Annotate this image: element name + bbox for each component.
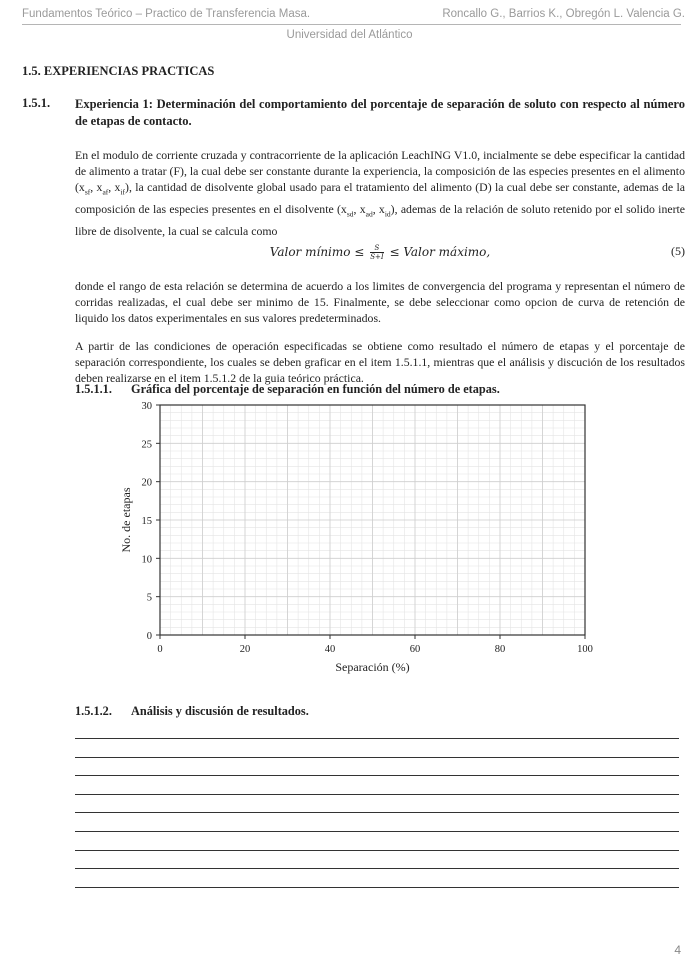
chart-y-tick-label: 20 (141, 477, 152, 489)
section-heading: 1.5. EXPERIENCIAS PRACTICAS (22, 64, 215, 78)
paragraph-range: donde el rango de esta relación se determina de acuerdo a los limites de convergencia del programa y representan el número de corridas realizadas, el cual debe ser minimo de 15. Finalmente, se debe seleccionar como opcion de curva de retención de liquido los datos experimentales en sus valores predeterminados. (75, 279, 685, 326)
answer-line[interactable] (75, 775, 679, 776)
answer-line[interactable] (75, 887, 679, 888)
subsection-graph-heading: 1.5.1.1. Gráfica del porcentaje de separación en función del número de etapas. (75, 382, 500, 396)
equation-5 (75, 244, 685, 264)
chart-x-tick-label: 0 (157, 644, 163, 655)
header-left-title: Fundamentos Teórico – Practico de Transferencia Masa. (22, 8, 311, 20)
chart-x-tick-label: 100 (577, 644, 593, 655)
header-university: Universidad del Atlántico (286, 29, 413, 41)
equation-body: Valor mínimo ≤ $\frac{S}{S+I}$ ≤ Valor máximo, (269, 244, 491, 261)
answer-line[interactable] (75, 757, 679, 758)
answer-lines (75, 738, 679, 905)
chart-y-ticks (142, 401, 161, 642)
chart-y-tick-label: 25 (141, 439, 152, 451)
answer-line[interactable] (75, 850, 679, 851)
equation-number: (5) (671, 244, 685, 258)
answer-line[interactable] (75, 738, 679, 739)
chart-x-ticks (157, 635, 593, 655)
chart-x-tick-label: 40 (324, 644, 336, 655)
answer-line[interactable] (75, 812, 679, 813)
chart-y-tick-label: 30 (141, 401, 152, 412)
chart-y-tick-label: 0 (146, 631, 152, 642)
subsection-analysis-heading: 1.5.1.2. Análisis y discusión de resultados. (75, 704, 309, 718)
chart-y-axis-label: No. de etapas (119, 487, 133, 553)
subsection-number: 1.5.1. (22, 96, 51, 110)
chart-y-tick-label: 5 (146, 592, 152, 604)
chart-x-tick-label: 80 (494, 644, 506, 655)
paragraph-results: A partir de las condiciones de operación especificadas se obtiene como resultado el número de etapas y el porcentaje de separación correspondiente, los cuales se deben graficar en el item 1.5.1.1, mientras que el análisis y discución de los resultados deben realizarse en el item 1.5.1.2 de la guia teórico práctica. (75, 339, 685, 386)
answer-line[interactable] (75, 831, 679, 832)
header-authors: Roncallo G., Barrios K., Obregón L. Valencia G. (442, 8, 685, 20)
chart-x-tick-label: 60 (409, 644, 421, 655)
subsection-title: Experiencia 1: Determinación del comportamiento del porcentaje de separación de soluto con respecto al número de etapas de contacto. (75, 97, 685, 128)
equation-fraction: $\frac{S}{S+I}$ (370, 244, 384, 261)
chart-y-tick-label: 15 (141, 516, 152, 527)
header-rule (22, 24, 681, 25)
answer-line[interactable] (75, 868, 679, 869)
page-number: 4 (674, 943, 681, 957)
answer-line[interactable] (75, 794, 679, 795)
chart-y-tick-label: 10 (141, 554, 152, 566)
paragraph-intro: En el modulo de corriente cruzada y contracorriente de la aplicación LeachING V1.0, incialmente se debe especificar la cantidad de alimento a tratar (F), la cual debe ser constante durante la experiencia, la composición de las especies presentes en el alimento ($x_{sf}$, $x_{af}$, $x_{if}$), la cantidad de disolvente global usado para el tratamiento del alimento (D) la cual debe ser constante, ademas de la composición de las especies presentes en el disolvente ($x_{sd}$, $x_{ad}$, $x_{id}$), ademas de la relación de soluto retenido por el solido inerte libre de disolvente, la cual se calcula como (75, 148, 686, 238)
chart-x-axis-label: Separación (%) (335, 660, 410, 674)
chart-x-tick-label: 20 (239, 644, 251, 655)
separation-chart (100, 395, 610, 685)
